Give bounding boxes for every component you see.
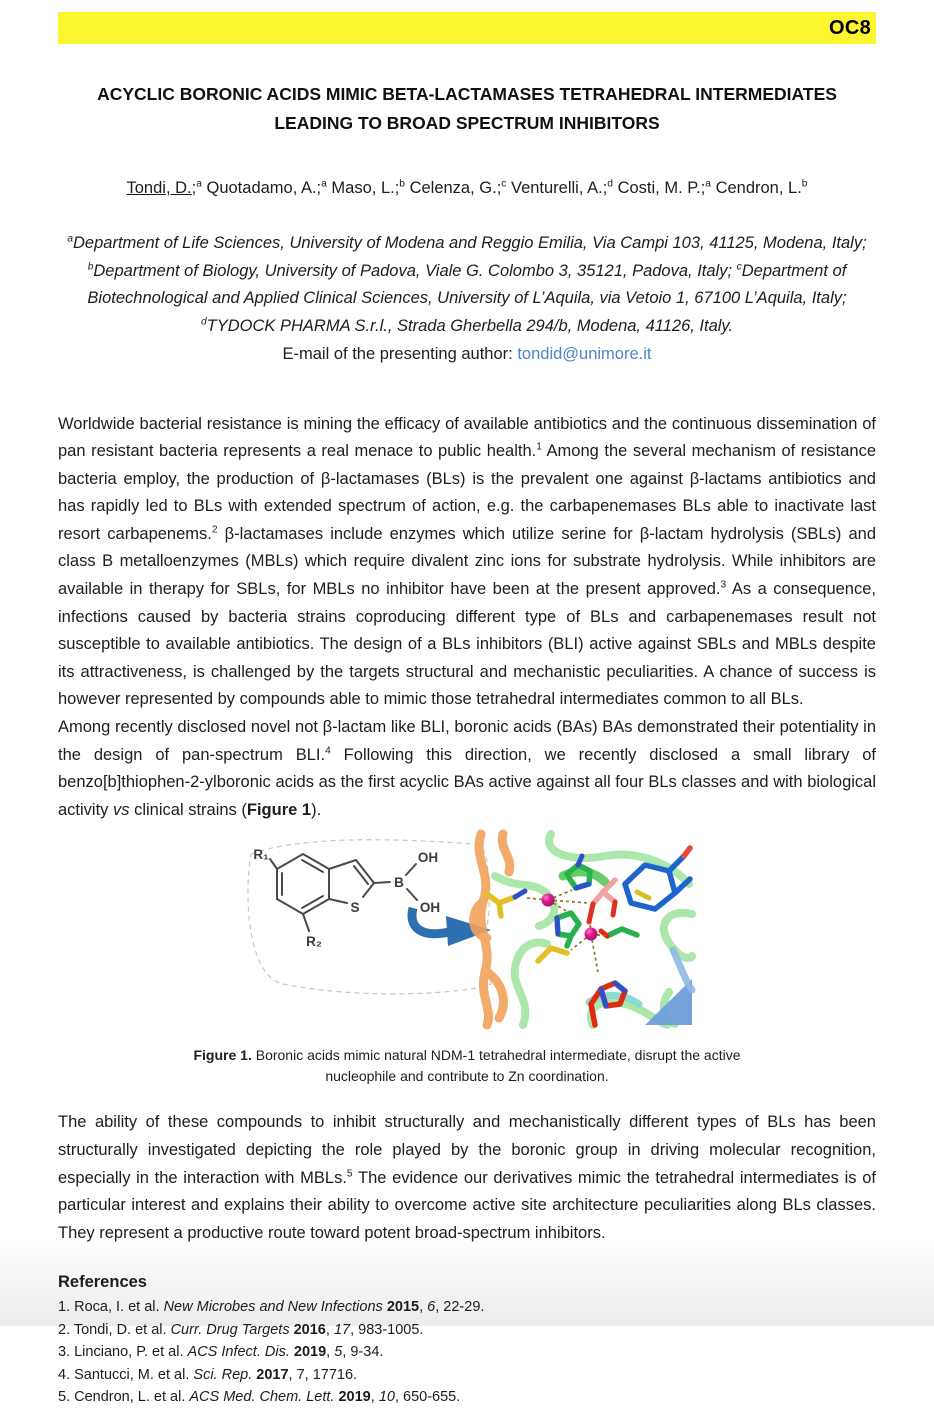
body-paragraph-3: The ability of these compounds to inhibit structurally and mechanistically different types of BLs has been structurally investigated depicting the role played by the boronic group in driving molecular recognition, especially in the interaction with MBLs.$^5$ The evidence our derivatives mimic the tetrahedral intermediates is of particular interest and explains their ability to overcome active site architecture peculiarities along BLs classes. They represent a productive route toward potent broad-spectrum inhibitors.: [58, 1113, 876, 1242]
hydroxyl-top-label: OH: [417, 850, 439, 866]
zinc-ion-2: [585, 928, 598, 941]
reference-item-5: 5. Cendron, L. et al. ACS Med. Chem. Lett. 2019, 10, 650-655.: [58, 1389, 461, 1405]
sulfur-label: S: [350, 900, 360, 916]
session-code-bar: [58, 12, 876, 44]
boron-centre-sticks: [589, 880, 615, 922]
figure-image: [241, 832, 693, 1026]
r2-label: R₂: [306, 934, 322, 950]
paper-title: ACYCLIC BORONIC ACIDS MIMIC BETA-LACTAMASES TETRAHEDRAL INTERMEDIATES LEADING TO BROAD SPECTRUM INHIBITORS: [97, 84, 837, 133]
chemical-structure: [270, 854, 417, 931]
references-section: [58, 1273, 876, 1408]
r1-label: R₁: [253, 847, 269, 863]
body-paragraph-1: Worldwide bacterial resistance is mining the efficacy of available antibiotics and the continuous dissemination of pan resistant bacteria represents a real menace to public health.$^1$ Among the several mechanism of resistance bacteria employ, the production of β-lactamases (BLs) is the prevalent one against β-lactams antibiotics and has rapidly led to BLs with extended spectrum of action, e.g. the carbapenemases BLs able to inactivate last resort carbapenems.$^2$ β-lactamases include enzymes which utilize serine for β-lactam hydrolysis (SBLs) and class B metalloenzymes (MBLs) which require divalent zinc ions for substrate hydrolysis. While inhibitors are available in therapy for SBLs, for MBLs no inhibitor have been at the present approved.$^3$ As a consequence, infections caused by bacteria strains coproducing different type of BLs and carbapenemases result not susceptible to available antibiotics. The design of a BLs inhibitors (BLI) active against SBLs and MBLs despite its attractiveness, is challenged by the targets structural and mechanistic peculiarities. A chance of success is however represented by compounds able to mimic those tetrahedral intermediates common to all BLs.: [58, 414, 876, 709]
session-code: OC8: [828, 16, 871, 39]
abstract-body-continued: [58, 1109, 876, 1247]
ligand-oxygen: [684, 848, 690, 856]
figure-caption: Figure 1. Boronic acids mimic natural NDM-1 tetrahedral intermediate, disrupt the active nucleophile and contribute to Zn coordination.: [193, 1047, 741, 1085]
orange-loops: [474, 834, 510, 1025]
zinc-ion-1: [542, 894, 555, 907]
reference-item-2: 2. Tondi, D. et al. Curr. Drug Targets 2016, 17, 983-1005.: [58, 1321, 424, 1338]
sketch-outline: [248, 840, 491, 994]
reference-item-3: 3. Linciano, P. et al. ACS Infect. Dis. 2019, 5, 9-34.: [58, 1344, 384, 1361]
affiliations-block: $^a$Department of Life Sciences, University of Modena and Reggio Emilia, Via Campi 103, 41125, Modena, Italy; $^b$Department of Biology, University of Padova, Viale G. Colombo 3, 35121, Padova, Italy; $^c$Department of Biotechnological and Applied Clinical Sciences, University of L’Aquila, via Vetoio 1, 67100 L’Aquila, Italy; $^d$TYDOCK PHARMA S.r.l., Strada Gherbella 294/b, Modena, 41126, Italy.: [67, 233, 867, 335]
abstract-body: [58, 411, 876, 825]
authors-line: Tondi, D.;$^a$ Quotadamo, A.;$^a$ Maso, L.;$^b$ Celenza, G.;$^c$ Venturelli, A.;$^d$ Costi, M. P.;$^a$ Cendron, L.$^b$: [126, 178, 808, 197]
reference-item-1: 1. Roca, I. et al. New Microbes and New Infections 2015, 6, 22-29.: [58, 1299, 485, 1316]
protein-active-site: [474, 834, 692, 1025]
references-heading: References: [58, 1273, 147, 1292]
reference-item-4: 4. Santucci, M. et al. Sci. Rep. 2017, 7, 17716.: [58, 1366, 358, 1383]
email-line: [58, 341, 876, 369]
email-label: E-mail of the presenting author:: [282, 345, 513, 363]
nitrogen-tip: [515, 891, 525, 897]
figure: [241, 832, 693, 1031]
document-page: [0, 12, 934, 1405]
email-link[interactable]: tondid@unimore.it: [517, 345, 652, 363]
ligand-sulfur: [637, 892, 649, 898]
boron-label: B: [394, 875, 404, 891]
body-paragraph-2: Among recently disclosed novel not β-lactam like BLI, boronic acids (BAs) BAs demonstrated their potentiality in the design of pan-spectrum BLI.$^4$ Following this direction, we recently disclosed a small library of benzo[b]thiophen-2-ylboronic acids as the first acyclic BAs active against all four BLs classes and with biological activity vs clinical strains (Figure 1).: [58, 718, 877, 819]
hydroxyl-bottom-label: OH: [419, 900, 441, 916]
